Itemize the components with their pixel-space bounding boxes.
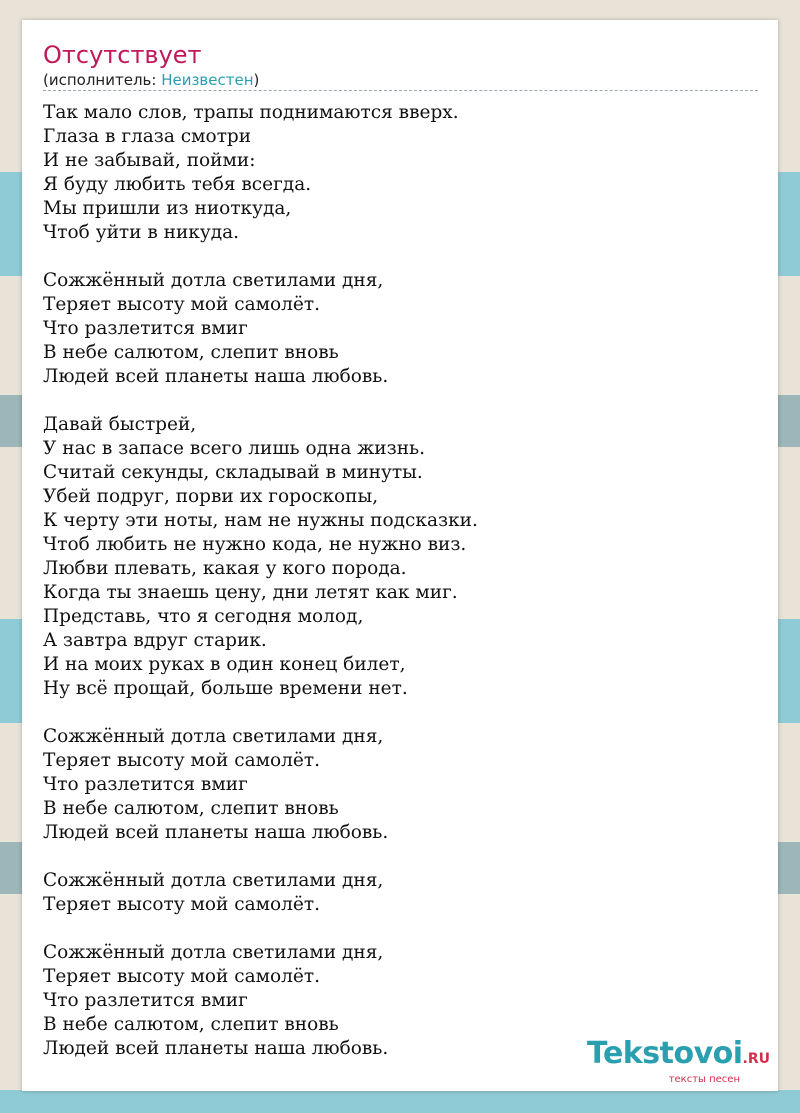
lyrics-stanza [43, 101, 758, 245]
lyrics-line: Когда ты знаешь цену, дни летят как миг. [43, 582, 458, 603]
artist-prefix: (исполнитель: [43, 71, 162, 89]
lyrics-stanza [43, 269, 758, 389]
lyrics-line: И на моих руках в один конец билет, [43, 654, 406, 675]
lyrics-line: Сожжённый дотла светилами дня, [43, 870, 384, 891]
lyrics-line: Теряет высоту мой самолёт. [43, 894, 320, 915]
lyrics-line: Сожжённый дотла светилами дня, [43, 270, 384, 291]
lyrics-line: Теряет высоту мой самолёт. [43, 750, 320, 771]
lyrics-line: Так мало слов, трапы поднимаются вверх. [43, 102, 459, 123]
lyrics-line: Что разлетится вмиг [43, 990, 248, 1011]
title-divider [43, 90, 758, 91]
artist-suffix: ) [253, 71, 260, 89]
lyrics-line: Ну всё прощай, больше времени нет. [43, 678, 408, 699]
lyrics-line: Представь, что я сегодня молод, [43, 606, 364, 627]
background-stripe [0, 1090, 800, 1113]
lyrics-stanza [43, 869, 758, 917]
lyrics-line: Мы пришли из ниоткуда, [43, 198, 292, 219]
lyrics-line: Сожжённый дотла светилами дня, [43, 726, 384, 747]
lyrics-line: А завтра вдруг старик. [43, 630, 267, 651]
lyrics-line: Теряет высоту мой самолёт. [43, 294, 320, 315]
lyrics-line: К черту эти ноты, нам не нужны подсказки. [43, 510, 478, 531]
lyrics-stanza [43, 413, 758, 701]
lyrics-line: Любви плевать, какая у кого порода. [43, 558, 407, 579]
lyrics-line: Сожжённый дотла светилами дня, [43, 942, 384, 963]
logo-tagline: тексты песен [668, 1074, 740, 1085]
lyrics-line: Я буду любить тебя всегда. [43, 174, 312, 195]
lyrics-line: Убей подруг, порви их гороскопы, [43, 486, 379, 507]
lyrics-line: В небе салютом, слепит вновь [43, 798, 339, 819]
song-title: Отсутствует [43, 41, 202, 69]
lyrics-line: В небе салютом, слепит вновь [43, 342, 339, 363]
lyrics-line: В небе салютом, слепит вновь [43, 1014, 339, 1035]
lyrics-line: Давай быстрей, [43, 414, 197, 435]
lyrics-body [43, 101, 758, 1085]
lyrics-line: Людей всей планеты наша любовь. [43, 1038, 389, 1059]
lyrics-line: У нас в запасе всего лишь одна жизнь. [43, 438, 425, 459]
logo-tld: .RU [742, 1051, 770, 1067]
lyrics-line: Что разлетится вмиг [43, 318, 248, 339]
lyrics-sheet [22, 20, 778, 1091]
lyrics-line: Чтоб уйти в никуда. [43, 222, 240, 243]
lyrics-line: Глаза в глаза смотри [43, 126, 252, 147]
lyrics-line: Теряет высоту мой самолёт. [43, 966, 320, 987]
lyrics-stanza [43, 725, 758, 845]
logo-name: Tekstovoi [586, 1036, 743, 1071]
lyrics-line: Людей всей планеты наша любовь. [43, 822, 389, 843]
artist-line [43, 70, 259, 90]
lyrics-line: Что разлетится вмиг [43, 774, 248, 795]
logo-wordmark [587, 1038, 770, 1075]
lyrics-line: Людей всей планеты наша любовь. [43, 366, 389, 387]
lyrics-line: И не забывай, пойми: [43, 150, 256, 171]
artist-link[interactable]: Неизвестен [161, 71, 254, 89]
lyrics-line: Чтоб любить не нужно кода, не нужно виз. [43, 534, 467, 555]
site-logo[interactable] [587, 1038, 770, 1085]
lyrics-line: Считай секунды, складывай в минуты. [43, 462, 423, 483]
